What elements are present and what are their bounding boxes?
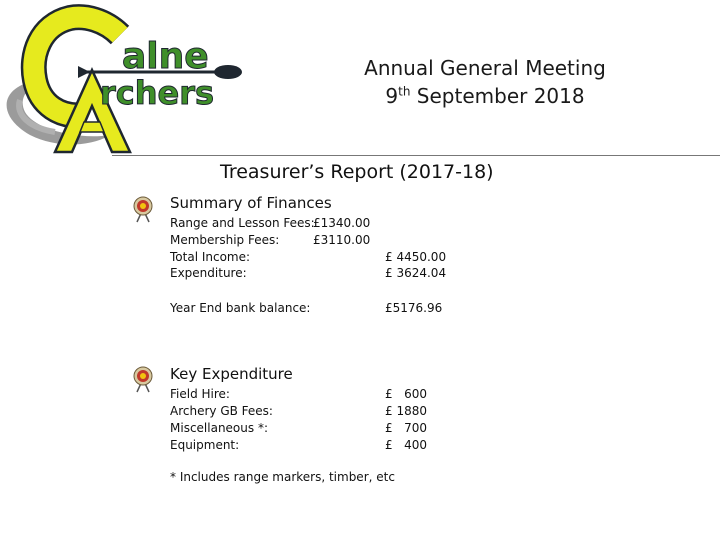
report-title: Treasurer’s Report (2017-18) (220, 161, 494, 183)
summary-label-bank-balance: Year End bank balance: (170, 301, 311, 315)
expenditure-label-miscellaneous: Miscellaneous *: (170, 421, 268, 435)
meeting-header (330, 54, 640, 110)
summary-value-total-income: £ 4450.00 (385, 250, 447, 264)
expenditure-value-archery-gb-fees: £ 1880 (385, 404, 427, 418)
summary-heading: Summary of Finances (170, 194, 332, 212)
expenditure-heading: Key Expenditure (170, 365, 293, 383)
header-line-2 (330, 82, 640, 110)
summary-value-range-fees: £1340.00 (313, 216, 371, 230)
logo-text-rchers: rchers (100, 74, 215, 112)
header-divider (112, 155, 720, 156)
summary-label-membership-fees: Membership Fees: (170, 233, 280, 247)
summary-value-membership-fees: £3110.00 (313, 233, 371, 247)
summary-label-expenditure: Expenditure: (170, 266, 247, 280)
expenditure-value-equipment: £ 400 (385, 438, 427, 452)
summary-value-expenditure: £ 3624.04 (385, 266, 447, 280)
expenditure-label-field-hire: Field Hire: (170, 387, 230, 401)
header-day-suffix: th (398, 84, 411, 99)
expenditure-value-miscellaneous: £ 700 (385, 421, 427, 435)
club-logo (0, 0, 250, 158)
logo-text-alne: alne (122, 36, 209, 77)
summary-value-bank-balance: £5176.96 (385, 301, 443, 315)
summary-label-total-income: Total Income: (170, 250, 251, 264)
calne-archers-logo (0, 0, 250, 158)
expenditure-label-equipment: Equipment: (170, 438, 240, 452)
summary-label-range-fees: Range and Lesson Fees: (170, 216, 315, 230)
archery-target-icon (132, 195, 154, 223)
footnote: * Includes range markers, timber, etc (170, 470, 395, 484)
header-day: 9 (385, 84, 399, 108)
header-line-1: Annual General Meeting (364, 56, 606, 80)
archery-target-icon (132, 365, 154, 393)
expenditure-value-field-hire: £ 600 (385, 387, 427, 401)
header-date-rest: September 2018 (410, 84, 585, 108)
expenditure-label-archery-gb-fees: Archery GB Fees: (170, 404, 273, 418)
